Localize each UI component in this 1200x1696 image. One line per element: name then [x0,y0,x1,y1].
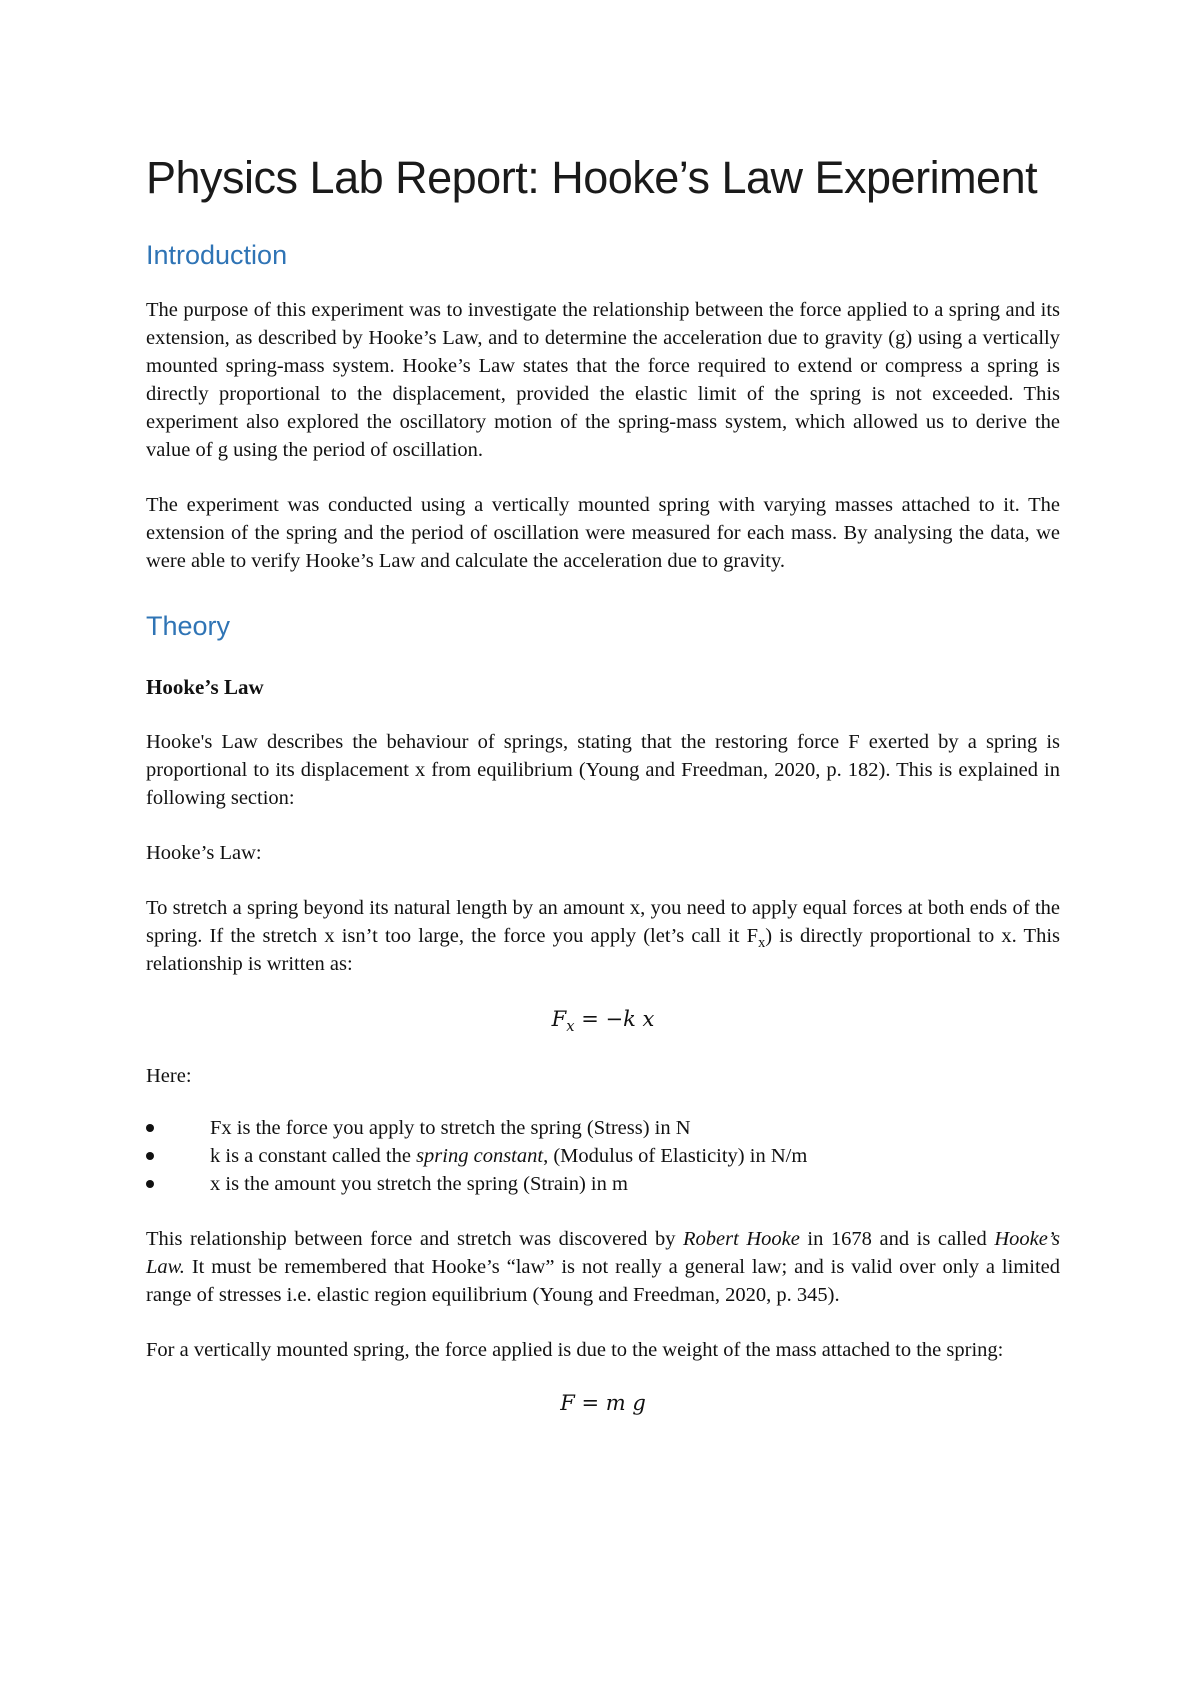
here-label: Here: [146,1065,192,1087]
equation-1-subscript: x [566,1018,575,1036]
hookes-law-label: Hooke’s Law: [146,842,262,864]
bullet-icon [146,1152,154,1160]
paragraph-3-emphasis-2: Hooke’s Law. [146,1228,1061,1278]
bullet-text-2 [190,1142,807,1170]
bullet-icon [146,1124,154,1132]
theory-paragraph-4: For a vertically mounted spring, the force applied is due to the weight of the mass attached to the spring: [146,1339,1004,1361]
equation-weight: F = m g [560,1391,646,1415]
paragraph-3-emphasis-1: Robert Hooke [683,1228,800,1250]
theory-paragraph-3 [146,1225,1060,1309]
theory-paragraph-1: Hooke's Law describes the behaviour of springs, stating that the restoring force F exerted by a spring is proportional to its displacement x from equilibrium (Young and Freedman, 2020, p. 182). This is explained in following section: [146,731,1060,809]
paragraph-3-text-a: This relationship between force and stretch was discovered by [146,1228,684,1250]
equation-1-lhs: F [551,1007,567,1031]
equation-1-rhs: = −k x [574,1007,655,1031]
list-item [146,1142,1060,1170]
document-page [146,148,1060,1418]
definition-list [146,1114,1060,1198]
paragraph-2-text-b: ) is directly proportional to x. This relationship is written as: [146,925,1060,975]
paragraph-3-text-c: It must be remembered that Hooke’s “law” is not really a general law; and is valid over only a limited range of stresses i.e. elastic region equilibrium (Young and Freedman, 2020, p. 345). [146,1256,1060,1306]
document-title: Physics Lab Report: Hooke’s Law Experiment [146,152,1038,203]
bullet-text-3: x is the amount you stretch the spring (Strain) in m [210,1173,628,1195]
introduction-paragraph-2: The experiment was conducted using a vertically mounted spring with varying masses attached to it. The extension of the spring and the period of oscillation were measured for each mass. By analysing the data, we were able to verify Hooke’s Law and calculate the acceleration due to gravity. [146,494,1060,572]
bullet-2-text-b: , (Modulus of Elasticity) in N/m [543,1145,808,1167]
introduction-heading: Introduction [146,240,288,270]
paragraph-2-text-a: To stretch a spring beyond its natural length by an amount x, you need to apply equal forces at both ends of the spring. If the stretch x isn’t too large, the force you apply (let’s call it F [146,897,1060,947]
bullet-text-1: Fx is the force you apply to stretch the spring (Stress) in N [210,1117,691,1139]
bullet-2-emphasis: spring constant [416,1145,544,1167]
paragraph-2-subscript: x [758,935,766,952]
equation-hookes-law [146,1004,1060,1034]
hookes-law-subheading: Hooke’s Law [146,675,264,699]
paragraph-3-text-b: in 1678 and is called [799,1228,995,1250]
bullet-icon [146,1180,154,1188]
introduction-paragraph-1: The purpose of this experiment was to investigate the relationship between the force applied to a spring and its extension, as described by Hooke’s Law, and to determine the acceleration due to gravity (g) using a vertically mounted spring-mass system. Hooke’s Law states that the force required to extend or compress a spring is directly proportional to the displacement, provided the elastic limit of the spring is not exceeded. This experiment also explored the oscillatory motion of the spring-mass system, which allowed us to derive the value of g using the period of oscillation. [146,299,1060,461]
theory-heading: Theory [146,611,231,641]
bullet-2-text-a: k is a constant called the [210,1145,417,1167]
list-item [146,1114,1060,1142]
theory-paragraph-2 [146,894,1060,978]
list-item [146,1170,1060,1198]
